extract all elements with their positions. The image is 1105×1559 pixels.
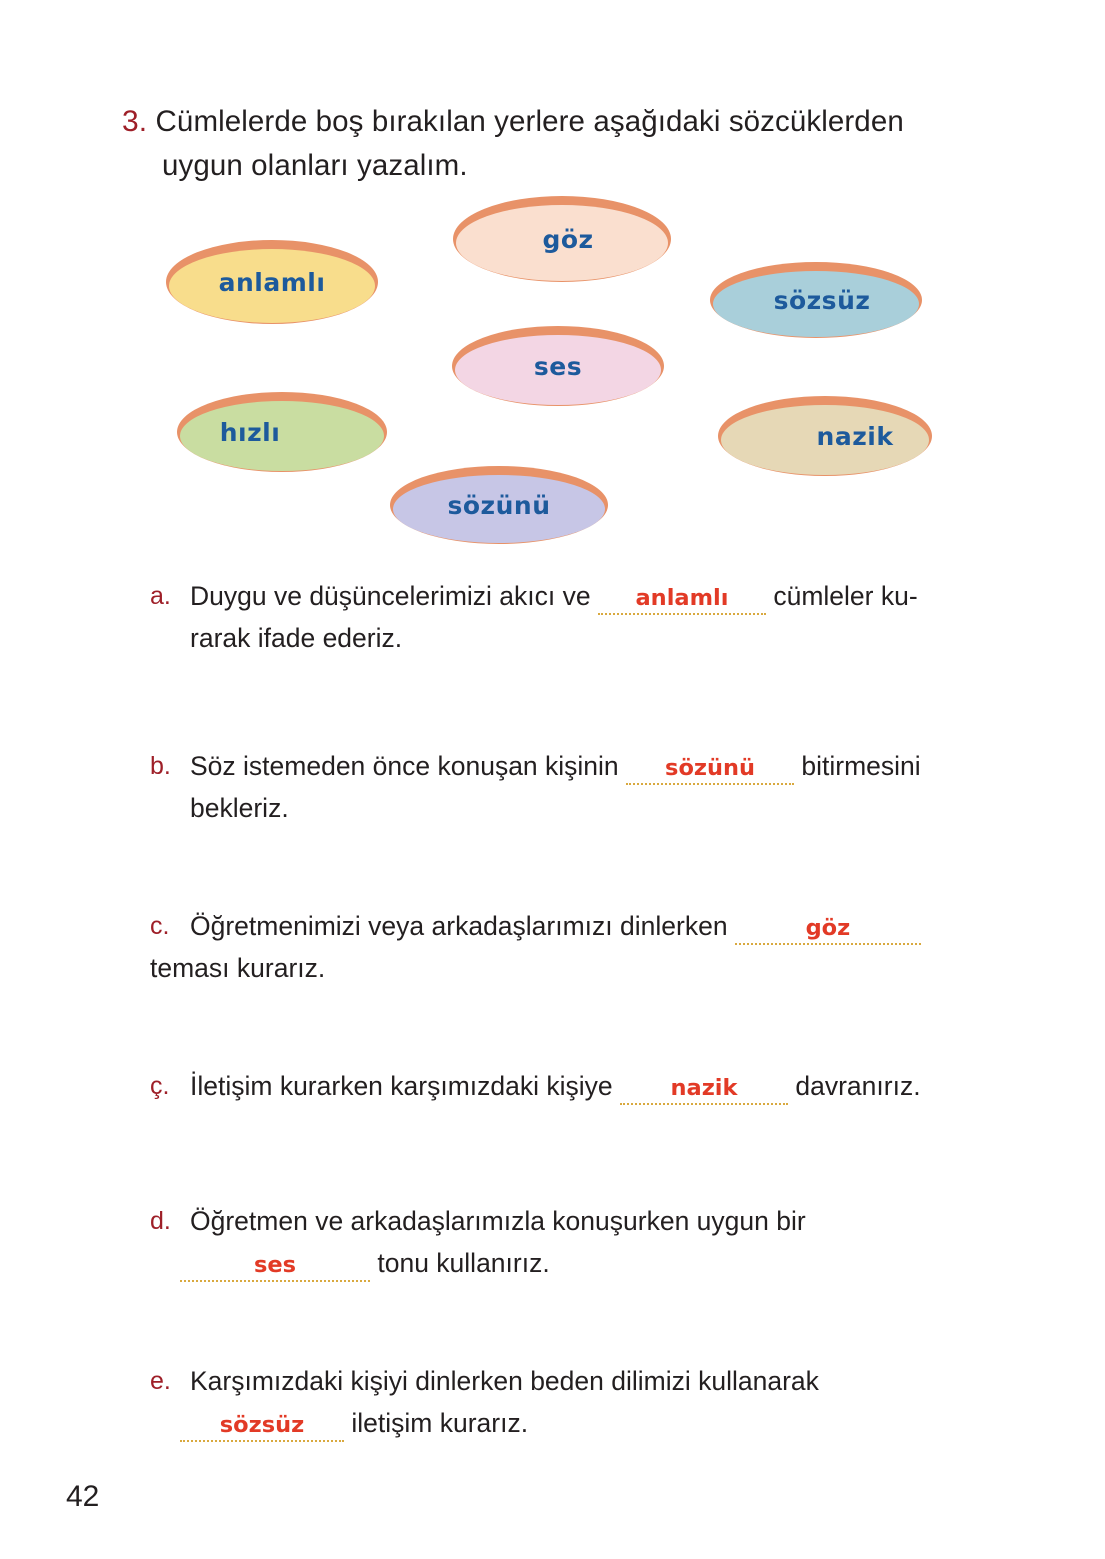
exercise-text-before: Söz istemeden önce konuşan kişinin [190, 751, 627, 781]
exercise-text-after: bitirmesini [794, 751, 921, 781]
exercise-text-line2: iletişim kurarız. [344, 1408, 529, 1438]
exercise-text-line2: rarak ifade ederiz. [190, 623, 403, 653]
exercise-body [190, 1200, 1010, 1284]
word-bubble-label: sözünü [447, 490, 551, 520]
exercise-item-c-cedilla [150, 1065, 1010, 1107]
exercise-text-after: cümleler ku- [765, 581, 918, 611]
question-number: 3. [122, 105, 148, 138]
word-bubble-hizli[interactable] [177, 392, 387, 472]
answer-blank-a[interactable]: anlamlı [598, 583, 766, 615]
exercise-text-after: davranırız. [788, 1071, 921, 1101]
word-bubble-anlamli[interactable] [166, 240, 378, 324]
question-text: Cümlelerde boş bırakılan yerlere aşağıdaki sözcüklerden uygun olanları yazalım. [155, 105, 904, 182]
word-bubble-label: anlamlı [218, 267, 326, 297]
answer-blank-b[interactable]: sözünü [626, 753, 794, 785]
word-bubble-label: hızlı [219, 417, 281, 447]
exercise-letter: b. [150, 752, 171, 780]
word-bubble-label: sözsüz [773, 285, 871, 315]
exercise-text-before: Duygu ve düşüncelerimizi akıcı ve [190, 581, 598, 611]
exercise-body [150, 905, 1010, 989]
exercise-body [190, 1360, 1010, 1444]
exercise-text-before: Karşımızdaki kişiyi dinlerken beden dilimizi kullanarak [190, 1366, 819, 1396]
word-bubble-label: ses [533, 351, 583, 381]
exercise-item-b [150, 745, 1010, 829]
exercise-letter: e. [150, 1367, 171, 1395]
exercise-letter: d. [150, 1207, 171, 1235]
word-bubble-label: göz [542, 224, 594, 254]
exercise-item-d [150, 1200, 1010, 1284]
exercise-text-before: İletişim kurarken karşımızdaki kişiye [190, 1071, 620, 1101]
exercise-body [190, 575, 1010, 659]
answer-blank-e[interactable]: sözsüz [180, 1410, 344, 1442]
exercise-text-line2: bekleriz. [190, 793, 289, 823]
exercise-text-line2: tonu kullanırız. [370, 1248, 550, 1278]
exercise-text-before: Öğretmen ve arkadaşlarımızla konuşurken uygun bir [190, 1206, 806, 1236]
exercise-body [190, 745, 1010, 829]
answer-blank-c-cedilla[interactable]: nazik [620, 1073, 788, 1105]
exercise-letter: a. [150, 582, 171, 610]
word-bubble-sozsuz[interactable] [710, 262, 922, 338]
exercise-letter: ç. [150, 1072, 170, 1100]
answer-blank-d[interactable]: ses [180, 1250, 370, 1282]
exercise-text-before: Öğretmenimizi veya arkadaşlarımızı dinlerken [190, 911, 735, 941]
word-bubble-sozunu[interactable] [390, 466, 608, 544]
word-bubble-label: nazik [816, 421, 894, 451]
exercise-body [190, 1065, 1010, 1107]
word-bubble-ses[interactable] [452, 326, 664, 406]
exercise-letter: c. [150, 912, 170, 940]
word-bubble-goz[interactable] [453, 196, 671, 282]
word-bubble-nazik[interactable] [718, 396, 932, 476]
exercise-item-c [150, 905, 1010, 989]
exercise-item-a [150, 575, 1010, 659]
answer-blank-c[interactable]: göz [735, 913, 921, 945]
exercise-item-e [150, 1360, 1010, 1444]
page-number: 42 [66, 1480, 100, 1513]
word-bubble-fill [180, 401, 384, 471]
word-bank [0, 0, 1105, 560]
exercise-text-line2: teması kurarız. [150, 953, 326, 983]
